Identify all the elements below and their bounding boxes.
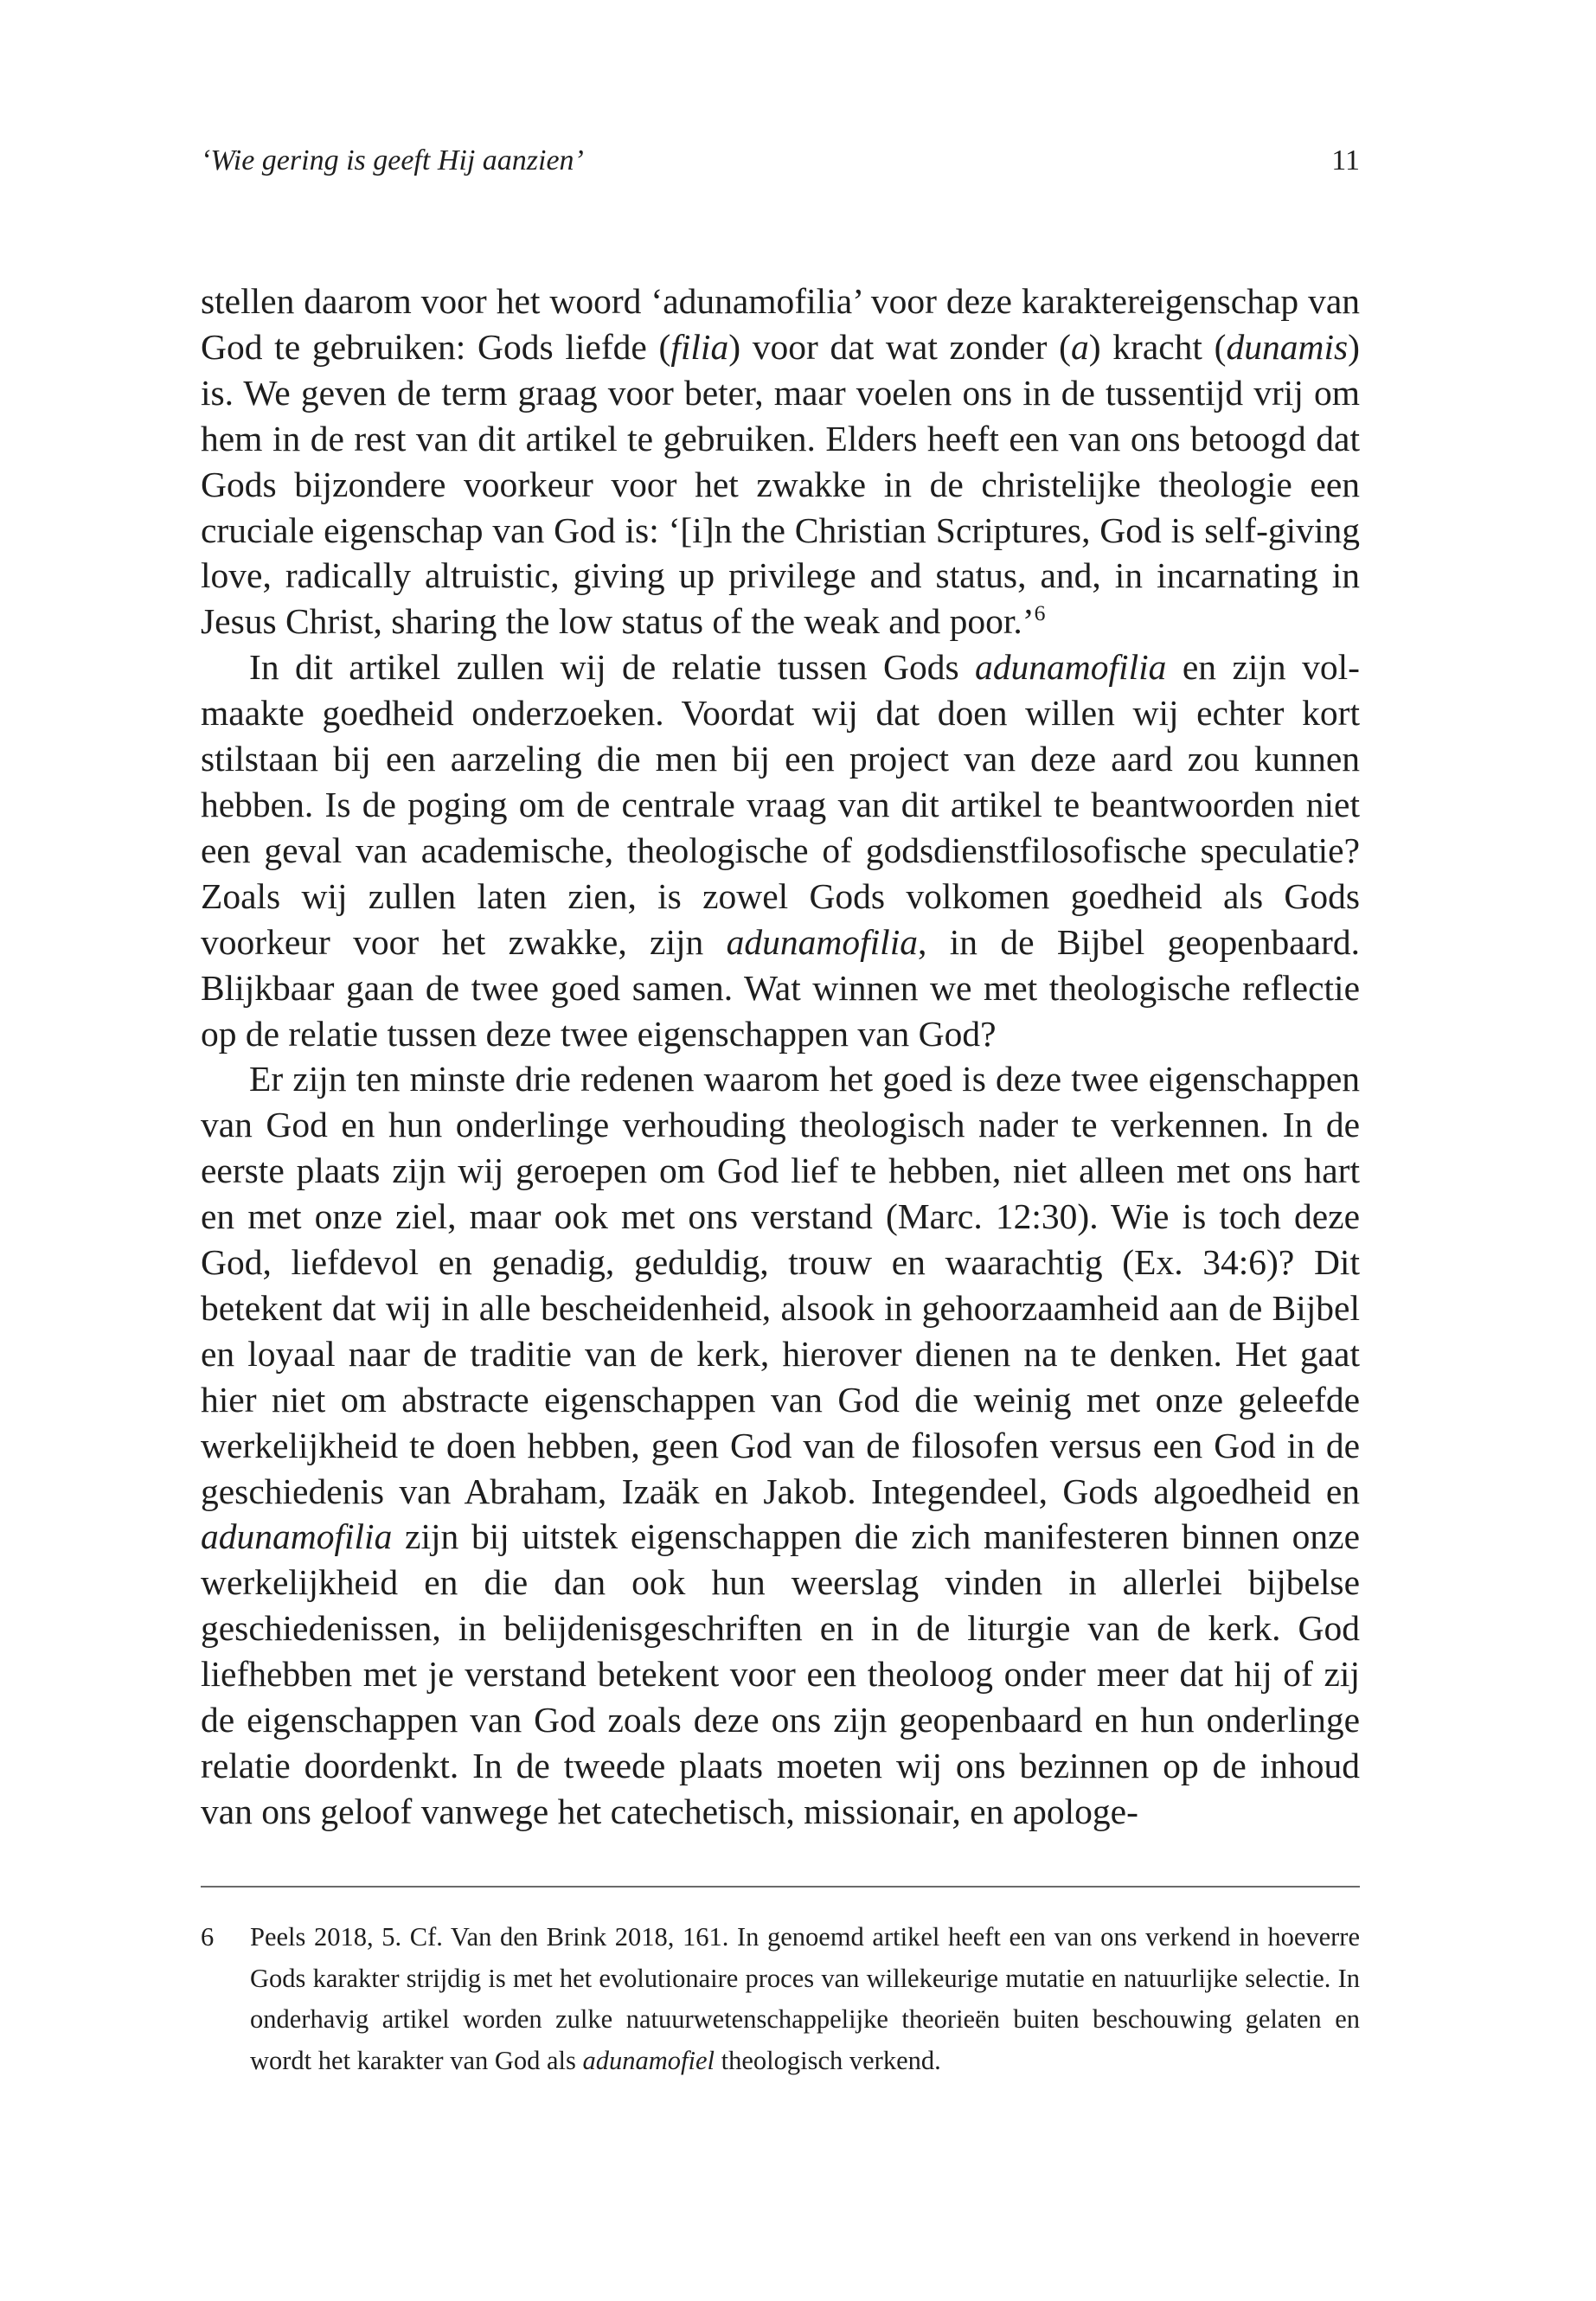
- emphasis-term: adunamofilia: [975, 647, 1167, 688]
- paragraph-text: ) kracht (: [1088, 326, 1227, 367]
- paragraph-text: ) voor dat wat zonder (: [728, 326, 1071, 367]
- paragraph-text: stellen daarom voor het woord ‘adunamofilia’ voor deze karaktereigenschap van God te gebruiken: Gods liefde (: [201, 281, 1360, 367]
- paragraph-text: en zijn volmaakte goedheid onderzoeken. Voordat wij dat doen willen wij echter kort stilstaan bij een aarzeling die men bij een project van deze aard zou kunnen hebben. Is de poging om de centrale vraag van dit artikel te beantwoorden niet een geval van academische, theologische of godsdienstfilosofische speculatie? Zoals wij zullen laten zien, is zowel Gods volkomen goedheid als Gods voorkeur voor het zwakke, zijn: [201, 647, 1360, 962]
- footnote: [201, 1917, 1360, 2081]
- paragraph-text: zijn bij uitstek eigenschappen die zich manifesteren binnen onze werkelijkheid en die dan ook hun weerslag vinden in allerlei bijbelse geschiedenissen, in belijdenisgeschriften en in de liturgie van de kerk. God liefhebben met je verstand betekent voor een theoloog onder meer dat hij of zij de eigenschappen van God zoals deze ons zijn geopenbaard en hun onderlinge relatie doordenkt. In de tweede plaats moeten wij ons bezinnen op de inhoud van ons geloof vanwege het catechetisch, missionair, en apologe-: [201, 1516, 1360, 1831]
- emphasis-term: adunamofiel: [582, 2045, 715, 2075]
- emphasis-term: dunamis: [1226, 326, 1349, 367]
- footnote-reference[interactable]: 6: [1034, 600, 1046, 626]
- footnote-text: [250, 1917, 1360, 2081]
- emphasis-term: a: [1071, 326, 1089, 367]
- paragraph-3: [201, 1056, 1360, 1834]
- footnote-text-part: Peels 2018, 5. Cf. Van den Brink 2018, 161. In genoemd artikel heeft een van ons verkend in hoeverre Gods karakter strijdig is met het evolutionaire proces van willekeurige mutatie en natuurlijke selectie. In onderhavig artikel worden zulke natuurwetenschappelijke theorieën buiten beschouwing gelaten en wordt het karakter van God als: [250, 1922, 1360, 2075]
- footnote-text-part: theologisch verkend.: [715, 2045, 941, 2075]
- emphasis-term: adunamofilia: [201, 1516, 393, 1557]
- emphasis-term: adunamofilia: [726, 921, 918, 962]
- paragraph-2: [201, 644, 1360, 1056]
- emphasis-term: filia: [670, 326, 729, 367]
- paragraph-text: ) is. We geven de term graag voor beter, maar voelen ons in de tussentijd vrij om hem in de rest van dit artikel te gebruiken. Elders heeft een van ons betoogd dat Gods bijzondere voorkeur voor het zwakke in de christelijke theologie een cruciale eigenschap van God is: ‘[i]n the Christian Scriptures, God is self-giving love, radically altruistic, giving up privilege and status, and, in incarnating in Jesus Christ, sharing the low status of the weak and poor.’: [201, 326, 1360, 642]
- main-text: [201, 279, 1360, 1835]
- page-number: 11: [1331, 144, 1360, 176]
- paragraph-text: Er zijn ten minste drie redenen waarom het goed is deze twee eigenschappen van God en hun onderlinge verhouding theologisch nader te verkennen. In de eerste plaats zijn wij geroepen om God lief te hebben, niet alleen met ons hart en met onze ziel, maar ook met ons verstand (Marc. 12:30). Wie is toch deze God, liefdevol en genadig, geduldig, trouw en waarachtig (Ex. 34:6)? Dit betekent dat wij in alle bescheidenheid, alsook in gehoorzaamheid aan de Bijbel en loyaal naar de traditie van de kerk, hierover dienen na te denken. Het gaat hier niet om abstracte eigenschappen van God die weinig met onze geleefde werkelijkheid te doen hebben, geen God van de filosofen versus een God in de geschiedenis van Abraham, Izaäk en Jakob. Integendeel, Gods algoedheid en: [201, 1059, 1360, 1511]
- footnote-divider: [201, 1886, 1360, 1888]
- paragraph-text: In dit artikel zullen wij de relatie tussen Gods: [249, 647, 976, 688]
- running-title: ‘Wie gering is geeft Hij aanzien’: [201, 144, 584, 176]
- paragraph-1: [201, 279, 1360, 644]
- running-head: [201, 137, 1360, 185]
- paragraph-text: , in de Bijbel geopenbaard. Blijkbaar gaan de twee goed samen. Wat winnen we met theologische reflectie op de relatie tussen deze twee eigenschappen van God?: [201, 921, 1360, 1054]
- footnote-number: 6: [201, 1922, 215, 1952]
